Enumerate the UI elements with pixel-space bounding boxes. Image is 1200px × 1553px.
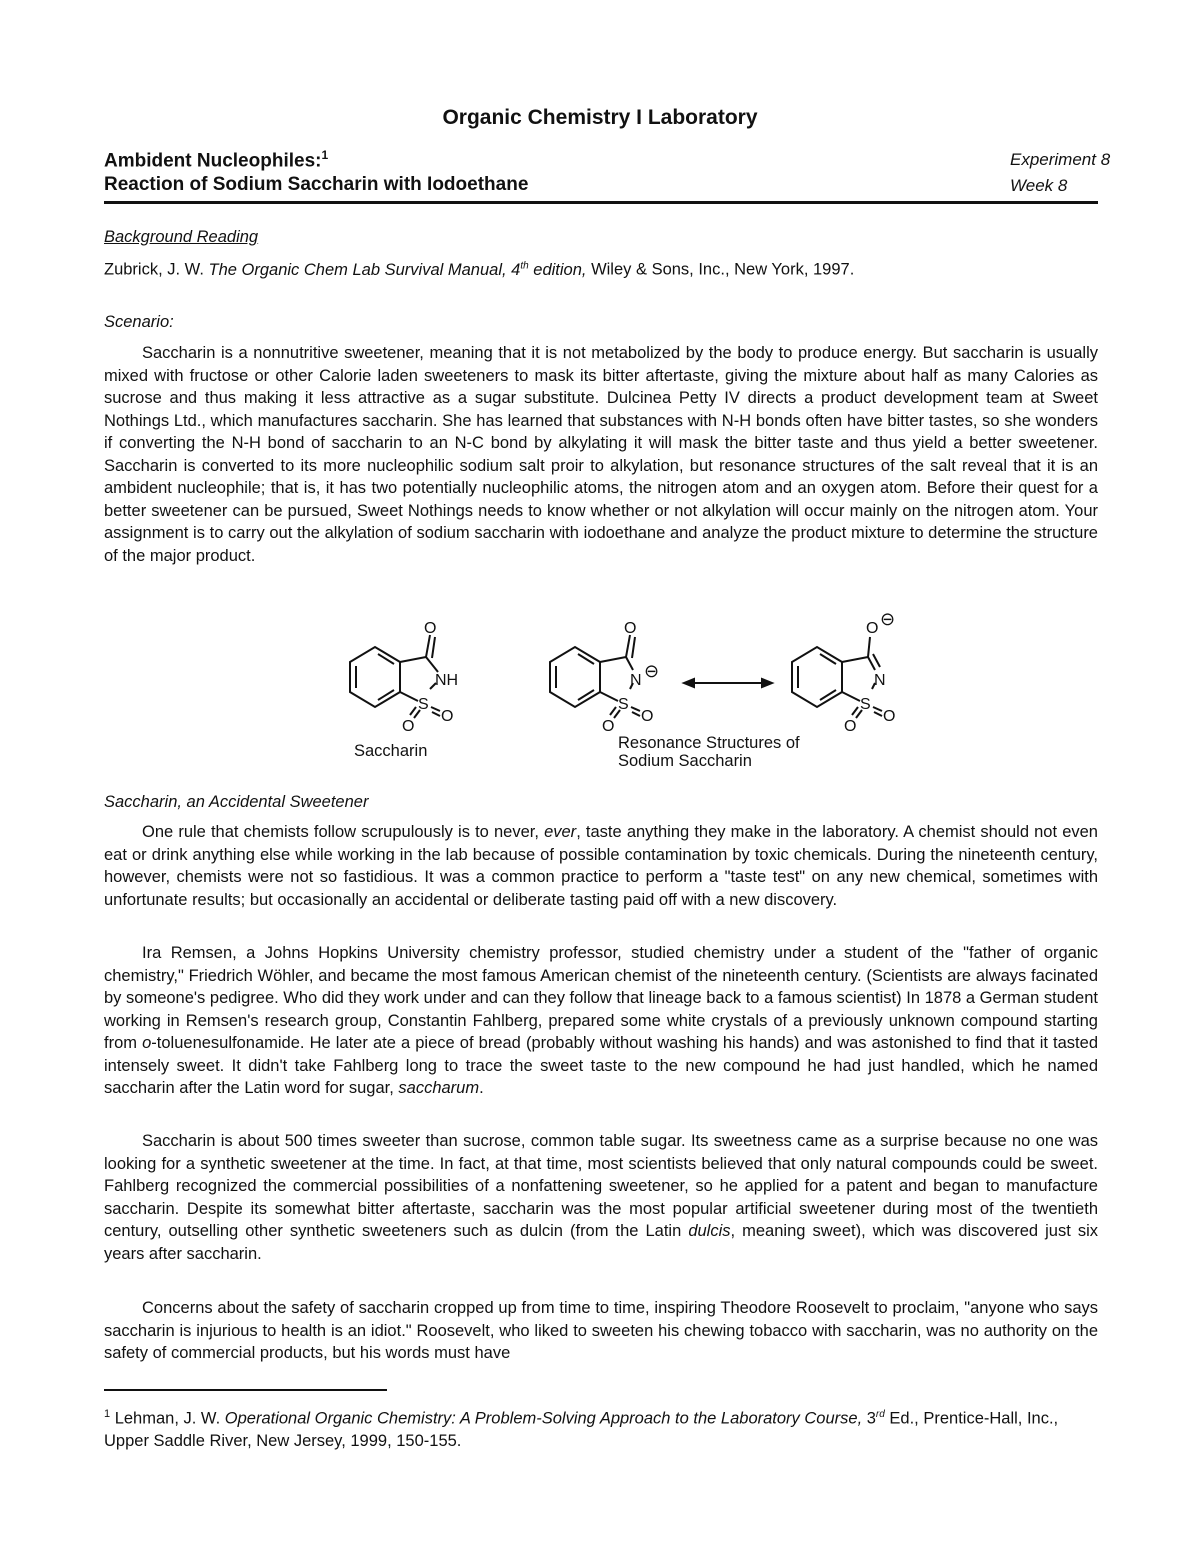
ref-author: Zubrick, J. W. — [104, 260, 209, 279]
atom-s: S — [618, 696, 629, 713]
header-rule — [104, 201, 1098, 204]
accidental-sweetener-heading: Saccharin, an Accidental Sweetener — [104, 793, 369, 811]
atom-o-sulfonyl-1: O — [602, 718, 615, 735]
history-paragraph-1: One rule that chemists follow scrupulously is to never, ever, taste anything they make in the laboratory. A chemist should not even eat or drink anything else while working in the lab because of possible contamination by toxic chemicals. During the nineteenth century, however, chemists were not so fastidious. It was a common practice to perform a "taste test" on any new chemical, sometimes with unfortunate results; but occasionally an accidental or deliberate tasting paid off with a new discovery. — [104, 823, 1098, 909]
footnote-rule — [104, 1389, 387, 1391]
resonance-label-line1: Resonance Structures of — [618, 734, 800, 752]
atom-s: S — [418, 696, 429, 713]
atom-o-sulfonyl-2: O — [441, 708, 454, 725]
experiment-title-line1 — [104, 148, 328, 172]
saccharin-label: Saccharin — [354, 742, 428, 760]
scenario-paragraph: Saccharin is a nonnutritive sweetener, meaning that it is not metabolized by the body to produce energy. But saccharin is usually mixed with fructose or other Calorie laden sweeteners to mask its bitter aftertaste, giving the mixture about half as many Calories as sucrose and thus making it less attractive as a sugar substitute. Dulcinea Petty IV directs a product development team at Sweet Nothings Ltd., which manufactures saccharin. She has learned that substances with N-H bonds often have bitter tastes, so she wonders if converting the N-H bond of saccharin to an N-C bond by alkylating it will mask the bitter taste and thus yield a better sweetener. Saccharin is converted to its more nucleophilic sodium salt proir to alkylation, but resonance structures of the salt reveal that it is an ambident nucleophile; that is, it has two potentially nucleophilic atoms, the nitrogen atom and an oxygen atom. Before their quest for a better sweetener can be pursued, Sweet Nothings needs to know whether or not alkylation will occur mainly on the nitrogen atom. Your assignment is to carry out the alkylation of sodium saccharin with iodoethane and analyze the product mixture to determine the structure of the major product. — [104, 344, 1098, 565]
atom-n: N — [874, 672, 886, 689]
atom-o-sulfonyl-1: O — [844, 718, 857, 735]
ref-publisher: Wiley & Sons, Inc., New York, 1997. — [586, 260, 855, 279]
footnote-1: $^1$ Lehman, J. W. Operational Organic Chemistry: A Problem-Solving Approach to the Laboratory Course, 3rd Ed., Prentice-Hall, Inc., Upper Saddle River, New Jersey, 1999, 150-155. — [104, 1408, 1059, 1450]
atom-o-sulfonyl-2: O — [883, 708, 896, 725]
scenario-heading: Scenario: — [104, 313, 174, 331]
saccharin-structures-figure — [330, 605, 930, 785]
experiment-title-line2: Reaction of Sodium Saccharin with Iodoethane — [104, 174, 529, 195]
background-reference — [104, 260, 854, 280]
title-line1-text: Ambident Nucleophiles: — [104, 150, 322, 172]
history-paragraph-3: Saccharin is about 500 times sweeter than sucrose, common table sugar. Its sweetness came as a surprise because no one was looking for a synthetic sweetener at the time. In fact, at that time, most scientists believed that only natural compounds could be sweet. Fahlberg recognized the commercial possibilities of a nonfattening sweetener, so he applied for a patent and began to manufacture saccharin. Despite its somewhat bitter aftertaste, saccharin was the most popular artificial sweetener during most of the twentieth century, outselling other synthetic sweeteners such as dulcin (from the Latin dulcis, meaning sweet), which was discovered just six years after saccharin. — [104, 1132, 1099, 1263]
negative-charge-icon: ⊖ — [880, 609, 896, 629]
atom-o-sulfonyl-1: O — [402, 718, 415, 735]
atom-nh: NH — [435, 672, 459, 689]
resonance-label-line2: Sodium Saccharin — [618, 752, 752, 770]
background-reading-heading: Background Reading — [104, 228, 259, 246]
footnote-mark: 1 — [321, 148, 329, 162]
history-paragraph-4: Concerns about the safety of saccharin cropped up from time to time, inspiring Theodore Roosevelt to proclaim, "anyone who says saccharin is injurious to health is an idiot." Roosevelt, who liked to sweeten his chewing tobacco with saccharin, was no authority on the safety of commercial products, but his words must have — [104, 1299, 1098, 1362]
history-paragraph-2: Ira Remsen, a Johns Hopkins University chemistry professor, studied chemistry under a student of the "father of organic chemistry," Friedrich Wöhler, and became the most famous American chemist of the nineteenth century. (Scientists are always facinated by someone's pedigree. Who did they work under and can they follow that lineage back to a famous scientist) In 1878 a German student working in Remsen's research group, Constantin Fahlberg, prepared some white crystals of a previously unknown compound starting from o-toluenesulfonamide. He later ate a piece of bread (probably without washing his hands) and was astonished to find that it tasted intensely sweet. It didn't take Fahlberg long to trace the sweet taste to the new compound he had just handled, which he named saccharin after the Latin word for sugar, saccharum. — [104, 944, 1098, 1097]
ref-title: The Organic Chem Lab Survival Manual, 4th edition, — [208, 260, 587, 279]
experiment-number: Experiment 8 — [1010, 150, 1111, 169]
atom-o-sulfonyl-2: O — [641, 708, 654, 725]
atom-s: S — [860, 696, 871, 713]
week-number: Week 8 — [1010, 176, 1068, 195]
course-title: Organic Chemistry I Laboratory — [442, 106, 758, 129]
atom-o-carbonyl: O — [624, 620, 637, 637]
atom-n: N — [630, 672, 642, 689]
atom-o-alkoxide: O — [866, 620, 879, 637]
atom-o-carbonyl: O — [424, 620, 437, 637]
resonance-arrow — [684, 679, 772, 687]
negative-charge-icon: ⊖ — [644, 661, 660, 681]
